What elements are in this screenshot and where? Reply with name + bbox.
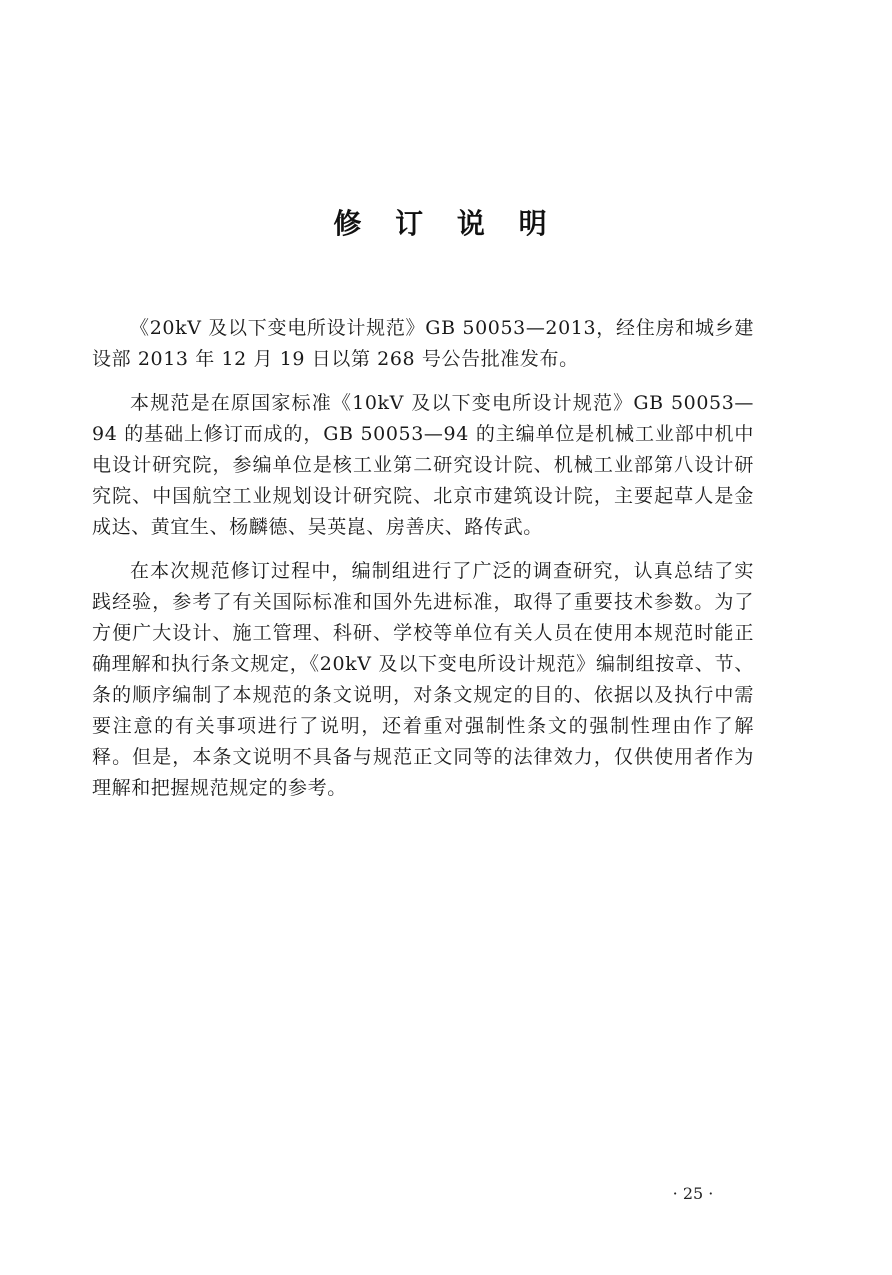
page-title: 修 订 说 明 xyxy=(333,207,559,240)
page-number: · 25 · xyxy=(672,1184,714,1203)
body-text xyxy=(92,313,754,817)
paragraph-approval: 《20kV 及以下变电所设计规范》GB 50053—2013，经住房和城乡建设部 2013 年 12 月 19 日以第 268 号公告批准发布。 xyxy=(92,317,754,370)
paragraph-origin: 本规范是在原国家标准《10kV 及以下变电所设计规范》GB 50053—94 的基础上修订而成的，GB 50053—94 的主编单位是机械工业部中机中电设计研究院，参编单位是核工业第二研究设计院、机械工业部第八设计研究院、中国航空工业规划设计研究院、北京市建筑设计院，主要起草人是金成达、黄宜生、杨麟德、吴英崑、房善庆、路传武。 xyxy=(92,392,754,538)
paragraph-revision-process: 在本次规范修订过程中，编制组进行了广泛的调查研究，认真总结了实践经验，参考了有关国际标准和国外先进标准，取得了重要技术参数。为了方便广大设计、施工管理、科研、学校等单位有关人员在使用本规范时能正确理解和执行条文规定，《20kV 及以下变电所设计规范》编制组按章、节、条的顺序编制了本规范的条文说明，对条文规定的目的、依据以及执行中需要注意的有关事项进行了说明，还着重对强制性条文的强制性理由作了解释。但是，本条文说明不具备与规范正文同等的法律效力，仅供使用者作为理解和把握规范规定的参考。 xyxy=(92,560,754,799)
